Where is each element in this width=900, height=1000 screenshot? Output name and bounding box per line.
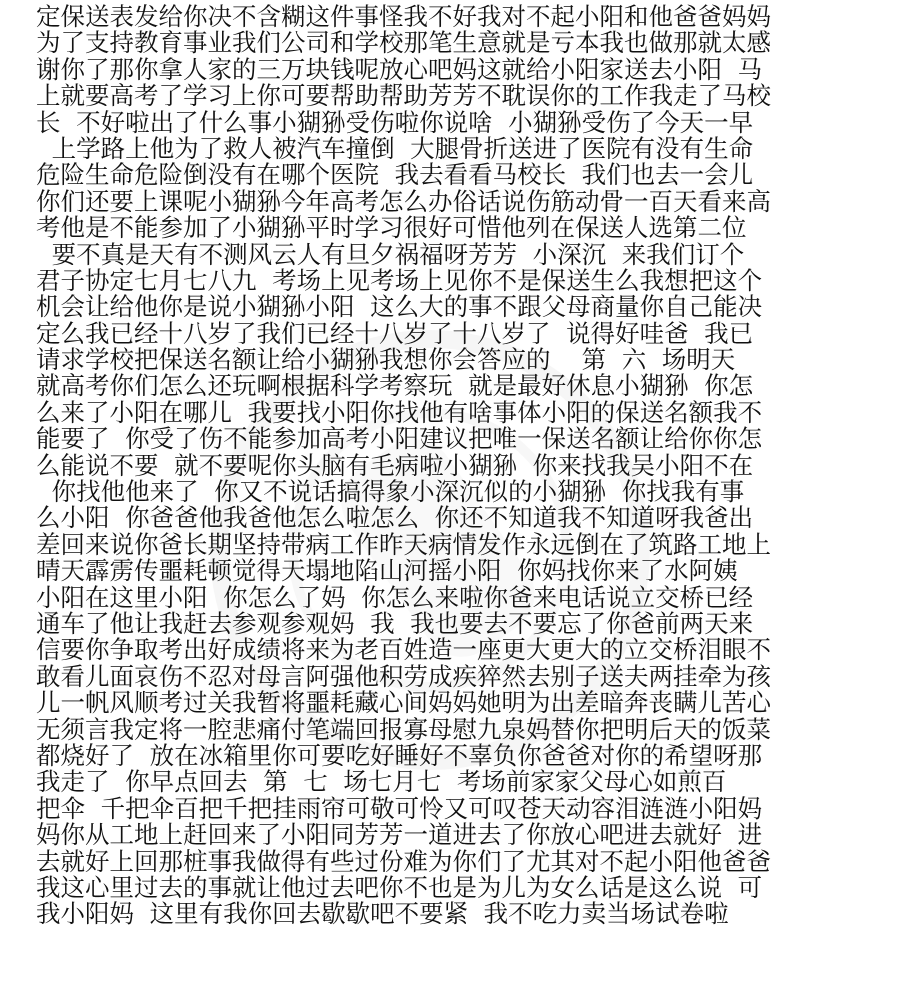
text-line: 把伞 千把伞百把千把挂雨帘可敬可怜又可叹苍天动容泪涟涟小阳妈 [36, 793, 763, 823]
text-line: 么小阳 你爸爸他我爸他怎么啦怎么 你还不知道我不知道呀我爸出 [36, 503, 754, 533]
text-line: 能要了 你受了伤不能参加高考小阳建议把唯一保送名额让给你你怎 [36, 424, 763, 454]
text-line: 妈你从工地上赶回来了小阳同芳芳一道进去了你放心吧进去就好 进 [36, 820, 763, 850]
text-line: 我走了 你早点回去 第 七 场七月七 考场前家家父母心如煎百 [36, 767, 727, 797]
text-line: 君子协定七月七八九 考场上见考场上见你不是保送生么我想把这个 [36, 265, 763, 295]
text-line: 定么我已经十八岁了我们已经十八岁了十八岁了 说得好哇爸 我已 [36, 318, 754, 348]
text-line: 考他是不能参加了小猢狲平时学习很好可惜他列在保送人选第二位 [36, 213, 747, 243]
text-line: 晴天霹雳传噩耗顿觉得天塌地陷山河摇小阳 你妈找你来了水阿姨 [36, 556, 738, 586]
text-line: 机会让给他你是说小猢狲小阳 这么大的事不跟父母商量你自己能决 [36, 292, 763, 322]
text-line: 你找他他来了 你又不说话搞得象小深沉似的小猢狲 你找我有事 [36, 477, 745, 507]
text-line: 么能说不要 就不要呢你头脑有毛病啦小猢狲 你来找我吴小阳不在 [36, 450, 754, 480]
text-line: 信要你争取考出好成绩将来为老百姓造一座更大更大的立交桥泪眼不 [36, 635, 771, 665]
text-line: 通车了他让我赶去参观参观妈 我 我也要去不要忘了你爸前两天来 [36, 608, 754, 638]
text-line: 为了支持教育事业我们公司和学校那笔生意就是亏本我也做那就太感 [36, 28, 771, 58]
text-line: 危险生命危险倒没有在哪个医院 我去看看马校长 我们也去一会儿 [36, 160, 754, 190]
text-line: 你们还要上课呢小猢狲今年高考怎么办俗话说伤筋动骨一百天看来高 [36, 186, 771, 216]
text-line: 差回来说你爸长期坚持带病工作昨天病情发作永远倒在了筑路工地上 [36, 529, 771, 559]
text-line: 定保送表发给你决不含糊这件事怪我不好我对不起小阳和他爸爸妈妈 [36, 2, 771, 31]
text-line: 上学路上他为了救人被汽车撞倒 大腿骨折送进了医院有没有生命 [36, 133, 754, 163]
text-line: 么来了小阳在哪儿 我要找小阳你找他有啥事体小阳的保送名额我不 [36, 397, 763, 427]
text-line: 长 不好啦出了什么事小猢狲受伤啦你说啥 小猢狲受伤了今天一早 [36, 107, 754, 137]
text-line: 要不真是天有不测风云人有旦夕祸福呀芳芳 小深沉 来我们订个 [36, 239, 745, 269]
body-text [36, 4, 886, 928]
text-line: 就高考你们怎么还玩啊根据科学考察玩 就是最好休息小猢狲 你怎 [36, 371, 754, 401]
text-line: 我这心里过去的事就让他过去吧你不也是为儿为女么话是这么说 可 [36, 872, 763, 902]
text-line: 小阳在这里小阳 你怎么了妈 你怎么来啦你爸来电话说立交桥已经 [36, 582, 754, 612]
text-line: 儿一帆风顺考过关我暂将噩耗藏心间妈妈她明为出差暗奔丧瞒儿苦心 [36, 688, 771, 718]
text-line: 谢你了那你拿人家的三万块钱呢放心吧妈这就给小阳家送去小阳 马 [36, 54, 763, 84]
text-line: 都烧好了 放在冰箱里你可要吃好睡好不辜负你爸爸对你的希望呀那 [36, 740, 763, 770]
text-line: 上就要高考了学习上你可要帮助帮助芳芳不耽误你的工作我走了马校 [36, 81, 771, 111]
text-line: 敢看儿面哀伤不忍对母言阿强他积劳成疾猝然去别子送夫两挂牵为孩 [36, 661, 771, 691]
text-line: 无须言我定将一腔悲痛付笔端回报寡母慰九泉妈替你把明后天的饭菜 [36, 714, 771, 744]
text-line: 请求学校把保送名额让给小猢狲我想你会答应的 第 六 场明天 [36, 345, 736, 375]
text-line: 我小阳妈 这里有我你回去歇歇吧不要紧 我不吃力卖当场试卷啦 [36, 899, 729, 929]
text-line: 去就好上回那桩事我做得有些过份难为你们了尤其对不起小阳他爸爸 [36, 846, 771, 876]
